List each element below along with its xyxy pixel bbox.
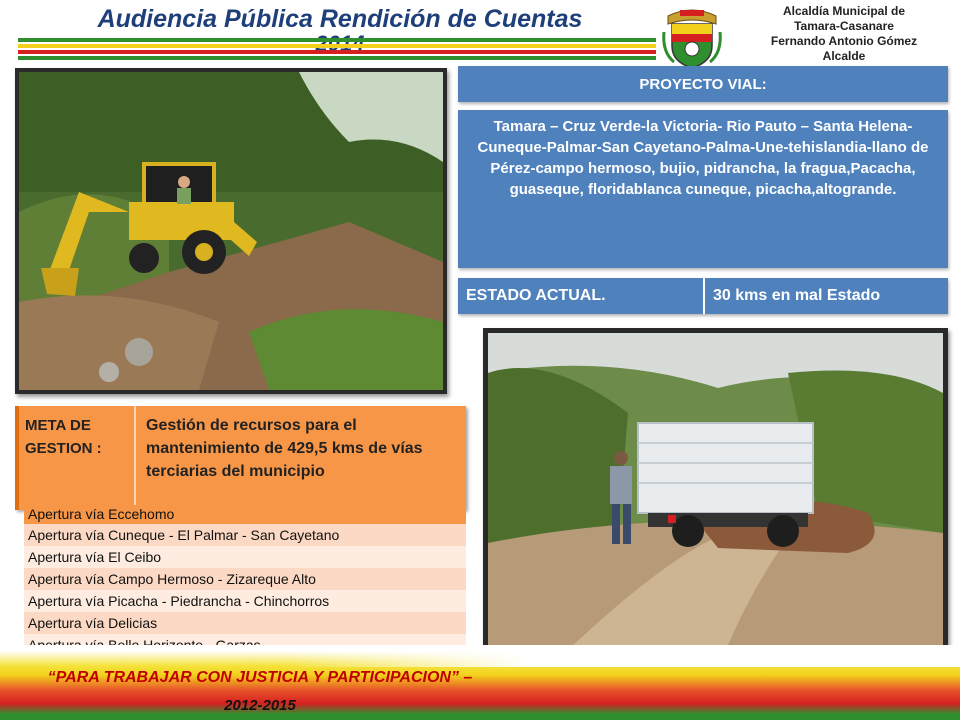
proyecto-vial-description: Tamara – Cruz Verde-la Victoria- Rio Pauto – Santa Helena- Cuneque-Palmar-San Cayetano-Palma-Une-tehislandia-llano de Pérez-campo hermoso, bujio, pidrancha, la fragua,Pacacha, guaseque, floridablanca cuneque, picacha,altogrande. xyxy=(458,110,948,268)
dump-truck-photo xyxy=(483,328,948,674)
meta-gestion-box xyxy=(15,406,466,510)
estado-actual-table xyxy=(458,278,948,314)
header-stripe-red xyxy=(18,50,656,54)
list-item: Apertura vía Delicias xyxy=(24,612,466,634)
estado-actual-label: ESTADO ACTUAL. xyxy=(458,278,703,314)
header-stripe-green-2 xyxy=(18,56,656,60)
meta-gestion-label: META DE GESTION : xyxy=(19,406,136,510)
proyecto-vial-heading: PROYECTO VIAL: xyxy=(458,66,948,102)
meta-gestion-text: Gestión de recursos para el mantenimiento de 429,5 kms de vías terciarias del municipio xyxy=(146,417,423,480)
mayor-title: Alcalde xyxy=(822,49,866,63)
footer-motto: “PARA TRABAJAR CON JUSTICIA Y PARTICIPACION” – xyxy=(47,669,473,686)
list-item: Apertura vía Eccehomo xyxy=(24,505,466,524)
list-item: Apertura vía Picacha - Piedrancha - Chinchorros xyxy=(24,590,466,612)
municipality-line: Alcaldía Municipal de xyxy=(782,4,906,18)
apertura-list xyxy=(24,505,466,656)
list-item: Apertura vía El Ceibo xyxy=(24,546,466,568)
title-line-1: Audiencia Pública Rendición de Cuentas xyxy=(97,5,583,33)
estado-actual-value: 30 kms en mal Estado xyxy=(703,278,948,314)
header-stripe-green xyxy=(18,38,656,42)
backhoe-photo xyxy=(15,68,447,394)
list-item: Apertura vía Campo Hermoso - Zizareque Alto xyxy=(24,568,466,590)
mayor-name: Fernando Antonio Gómez xyxy=(770,34,918,48)
header-stripe-yellow xyxy=(18,44,656,48)
municipality-info xyxy=(728,4,960,64)
footer-years: 2012-2015 xyxy=(224,697,296,714)
municipality-place: Tamara-Casanare xyxy=(794,19,894,33)
municipal-coat-of-arms-icon xyxy=(660,2,724,70)
list-item: Apertura vía Cuneque - El Palmar - San Cayetano xyxy=(24,524,466,546)
footer-fade xyxy=(0,645,960,667)
